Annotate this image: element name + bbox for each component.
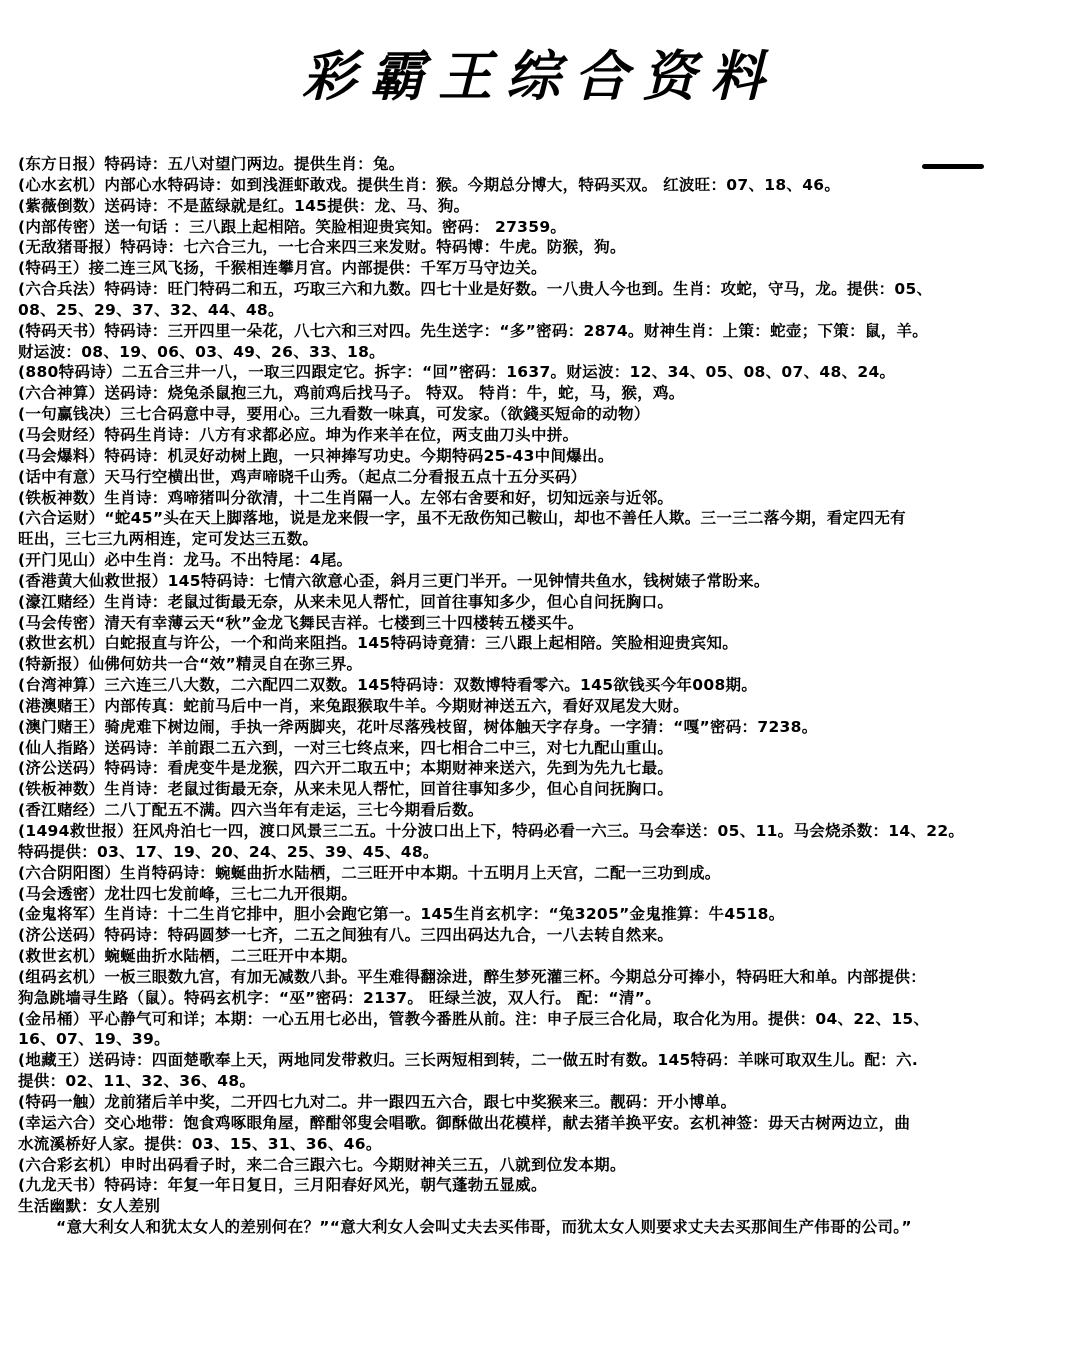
- text-line: 财运波：08、19、06、03、49、26、33、18。: [18, 342, 385, 361]
- text-line: (一句赢钱决）三七合码意中寻，要用心。三九看数一味真，可发家。（欲錢买短命的动物）: [18, 405, 650, 424]
- text-line: (马会爆料）特码诗：机灵好动树上跑，一只神捧写功史。今期特码25-43中间爆出。: [18, 446, 614, 465]
- text-line: (香江赌经）二八丁配五不满。四六当年有走运，三七今期看后数。: [18, 801, 484, 820]
- text-line: 狗急跳墙寻生路（鼠）。特码玄机字：“巫”密码：2137。 旺绿兰波，双人行。 配：“清”。: [18, 988, 661, 1007]
- text-line: (金吊桶）平心静气可和详；本期：一心五用七必出，管教今番胜从前。注：申子辰三合化局，取合化为用。提供：04、22、15、: [18, 1009, 930, 1028]
- humor-heading: 生活幽默：女人差别: [18, 1197, 161, 1216]
- text-line: (济公送码）特码诗：看虎变牛是龙猴，四六开二取五中；本期财神来送六，先到为先九七最。: [18, 759, 674, 778]
- text-line: 水流溪桥好人家。提供：03、15、31、36、46。: [18, 1134, 382, 1153]
- text-line: (济公送码）特码诗：特码圆梦一七齐，二五之间独有八。三四出码达九合，一八去转自然来。: [18, 926, 674, 945]
- text-line: (开门见山）必中生肖：龙马。不出特尾：4尾。: [18, 551, 353, 570]
- text-line: (铁板神数）生肖诗：鸡啼猪叫分欲清，十二生肖隔一人。左邻右舍要和好，切知远亲与近邻。: [18, 488, 674, 507]
- text-line: 提供：02、11、32、36、48。: [18, 1072, 256, 1091]
- text-line: (880特码诗）二五合三井一八，一取三四跟定它。拆字：“回”密码：1637。财运波：12、34、05、08、07、48、24。: [18, 363, 896, 382]
- text-line: (心水玄机）内部心水特码诗：如到浅涯虾敢戏。提供生肖：猴。今期总分博大，特码买双。 红波旺：07、18、46。: [18, 175, 841, 194]
- text-line: (特新报）仙佛何妨共一合“效”精灵自在弥三界。: [18, 655, 363, 674]
- text-line: (地藏王）送码诗：四面楚歌奉上天，两地同发带救归。三长两短相到转，二一做五时有数。145特码：羊咪可取双生儿。配：六.: [18, 1051, 919, 1070]
- text-line: (台湾神算）三六连三八大数，二六配四二双数。145特码诗：双数博特看零六。145欲钱买今年008期。: [18, 676, 758, 695]
- text-line: (六合兵法）特码诗：旺门特码二和五，巧取三六和九数。四七十业是好数。一八贵人今也到。生肖：攻蛇，守马，龙。提供：05、: [18, 280, 933, 299]
- text-line: (马会传密）清天有幸薄云天“秋”金龙飞舞民吉祥。七楼到三十四楼转五楼买牛。: [18, 613, 584, 632]
- text-line: (六合神算）送码诗：烧兔杀鼠抱三九，鸡前鸡后找马子。 特双。 特肖：牛，蛇，马，猴，鸡。: [18, 384, 685, 403]
- text-line: (救世玄机）蜿蜒曲折水陆栖，二三旺开中本期。: [18, 947, 358, 966]
- text-line: (铁板神数）生肖诗：老鼠过街最无奈，从来未见人帮忙，回首往事知多少，但心自问抚胸口。: [18, 780, 674, 799]
- document-body: [18, 154, 1068, 1238]
- text-line: (东方日报）特码诗：五八对望门两边。提供生肖：兔。: [18, 155, 405, 173]
- text-line: (澳门赌王）骑虎难下树边闹，手执一斧两脚夹，花叶尽落残枝留，树体触天字存身。一字猜：“嘎”密码：7238。: [18, 717, 818, 736]
- text-line: 特码提供：03、17、19、20、24、25、39、45、48。: [18, 842, 439, 861]
- text-line: (特码天书）特码诗：三开四里一朵花，八七六和三对四。先生送字：“多”密码：2874。财神生肖：上策：蛇壶；下策：鼠，羊。: [18, 321, 929, 340]
- text-line: (组码玄机）一板三眼数九宫，有加无减数八卦。平生难得翻涂进，醉生梦死灌三杯。今期总分可捧小，特码旺大和单。内部提供：: [18, 967, 926, 986]
- text-line: (救世玄机）白蛇报直与许公，一个和尚来阻挡。145特码诗竟猜：三八跟上起相陪。笑脸相迎贵宾知。: [18, 634, 739, 653]
- text-line: (香港黄大仙救世报）145特码诗：七情六欲意心歪，斜月三更门半开。一见钟情共鱼水，钱树婊子常盼来。: [18, 571, 770, 590]
- text-line: (濠江赌经）生肖诗：老鼠过街最无奈，从来未见人帮忙，回首往事知多少，但心自问抚胸口。: [18, 592, 674, 611]
- page-title: 彩霸王综合资料: [302, 44, 778, 108]
- text-line: (紫薇倒数）送码诗：不是蓝绿就是红。145提供：龙、马、狗。: [18, 196, 470, 215]
- text-line: (话中有意）天马行空横出世，鸡声啼晓千山秀。（起点二分看报五点十五分买码）: [18, 467, 587, 486]
- text-line: (无敌猪哥报）特码诗：七六合三九，一七合来四三来发财。特码博：牛虎。防猴，狗。: [18, 238, 626, 257]
- text-line: (六合运财）“蛇45”头在天上脚落地，说是龙来假一字，虽不无敌伤知己鞍山，却也不善任人欺。三一三二落今期，看定四无有: [18, 509, 906, 528]
- text-line: (幸运六合）交心地带：饱食鸡啄眼角屋，醉酣邻叟会唱歌。御酥做出花模样，献去猪羊换平安。玄机神签：毋天古树两边立，曲: [18, 1113, 911, 1132]
- text-line: (仙人指路）送码诗：羊前跟二五六到，一对三七终点来，四七相合二中三，对七九配山重山。: [18, 738, 674, 757]
- text-line: (六合阴阳图）生肖特码诗：蜿蜒曲折水陆栖，二三旺开中本期。十五明月上天宫，二配一三功到成。: [18, 863, 721, 882]
- text-line: (内部传密）送一句话 ：三八跟上起相陪。笑脸相迎贵宾知。密码： 27359。: [18, 217, 567, 236]
- text-line: (马会财经）特码生肖诗：八方有求都必应。坤为作来羊在位，两支曲刀头中拼。: [18, 425, 579, 444]
- text-line: (金鬼将军）生肖诗：十二生肖它排中，胆小会跑它第一。145生肖玄机字：“兔3205”金鬼推算：牛4518。: [18, 905, 785, 924]
- text-line: (九龙天书）特码诗：年复一年日复日，三月阳春好风光，朝气蓬勃五显威。: [18, 1176, 547, 1195]
- text-line: 16、07、19、39。: [18, 1030, 170, 1049]
- text-line: (1494救世报）狂风舟泊七一四，渡口风景三二五。十分波口出上下，特码必看一六三。马会奉送：05、11。马会烧杀数：14、22。: [18, 822, 965, 840]
- text-line: (马会透密）龙壮四七发前峰，三七二九开很期。: [18, 884, 358, 903]
- humor-text: “意大利女人和犹太女人的差别何在？”“意大利女人会叫丈夫去买伟哥，而犹太女人则要求丈夫去买那间生产伟哥的公司。”: [56, 1218, 912, 1237]
- text-line: (特码王）接二连三风飞扬，千猴相连攀月宫。内部提供：千军万马守边关。: [18, 259, 547, 278]
- text-line: (特码一触）龙前猪后羊中奖，二开四七九对二。井一跟四五六合，跟七中奖猴来三。靓码：开小博单。: [18, 1092, 737, 1111]
- text-line: 旺出，三七三九两相连，定可发达三五数。: [18, 530, 319, 549]
- text-line: (六合彩玄机）申时出码看子时，来二合三跟六七。今期财神关三五，八就到位发本期。: [18, 1155, 626, 1174]
- text-line: 08、25、29、37、32、44、48。: [18, 300, 284, 319]
- text-line: (港澳赌王）内部传真：蛇前马后中一肖，来兔跟猴取牛羊。今期财神送五六，看好双尾发大财。: [18, 696, 689, 715]
